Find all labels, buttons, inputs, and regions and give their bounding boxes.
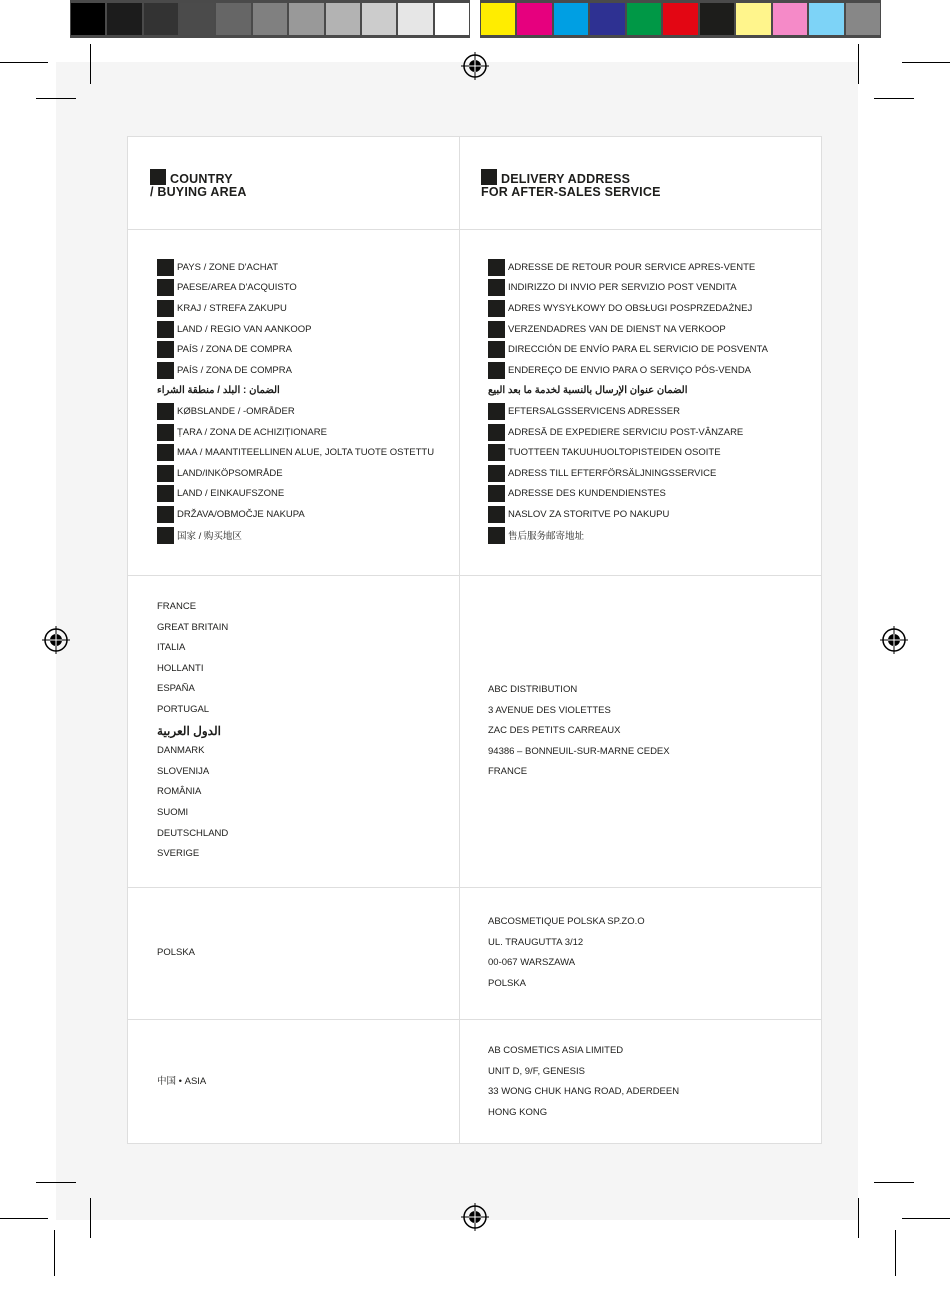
translation-row (157, 278, 434, 299)
delivery-translation-list (488, 257, 768, 545)
row-divider (128, 229, 821, 230)
country-name: الدول العربية (157, 723, 221, 738)
gray-swatch (253, 3, 287, 35)
address-line: 00-067 WARSZAWA (488, 957, 576, 969)
registration-mark-icon (880, 626, 908, 654)
row-divider (128, 887, 821, 888)
poland-country-cell (157, 943, 195, 964)
translation-row (488, 360, 768, 381)
translation-row (488, 401, 768, 422)
gray-swatch (144, 3, 178, 35)
translation-row (488, 278, 768, 299)
translation-label: ADRESSE DES KUNDENDIENSTES (508, 488, 666, 500)
crop-mark (36, 98, 76, 99)
translation-row (157, 484, 434, 505)
registration-mark-icon (461, 52, 489, 80)
crop-mark (858, 44, 859, 84)
translation-label: MAA / MAANTITEELLINEN ALUE, JOLTA TUOTE OSTETTU (177, 447, 435, 459)
europe-country-list (157, 597, 228, 865)
black-square-icon (488, 485, 505, 502)
translation-label: LAND / REGIO VAN AANKOOP (177, 323, 312, 335)
translation-row (157, 525, 434, 546)
crop-mark (895, 1230, 896, 1276)
country-name: SUOMI (157, 806, 189, 818)
address-line: AB COSMETICS ASIA LIMITED (488, 1045, 624, 1056)
black-square-icon (157, 362, 174, 379)
translation-label: KØBSLANDE / -OMRÅDER (177, 405, 295, 417)
black-square-icon (488, 300, 505, 317)
address-line: 3 AVENUE DES VIOLETTES (488, 704, 611, 716)
color-swatch (809, 3, 843, 35)
color-swatch (517, 3, 551, 35)
color-swatch (736, 3, 770, 35)
black-square-icon (157, 444, 174, 461)
address-line: HONG KONG (488, 1106, 548, 1118)
crop-mark (858, 1198, 859, 1238)
registration-mark-icon (42, 626, 70, 654)
france-service-address (488, 680, 670, 783)
translation-row (157, 257, 434, 278)
gray-swatch (435, 3, 469, 35)
black-square-icon (157, 424, 174, 441)
translation-label: ADRESSE DE RETOUR POUR SERVICE APRES-VENTE (508, 261, 756, 273)
translation-label: DIRECCIÓN DE ENVÍO PARA EL SERVICIO DE POSVENTA (508, 344, 768, 356)
crop-mark (0, 62, 48, 63)
black-square-icon (157, 465, 174, 482)
translation-label: LAND / EINKAUFSZONE (177, 488, 285, 500)
translation-row (157, 381, 434, 402)
translation-label: ADRESĂ DE EXPEDIERE SERVICIU POST-VÂNZARE (508, 426, 744, 438)
address-line: POLSKA (488, 977, 527, 989)
translation-row (488, 463, 768, 484)
address-line: UL. TRAUGUTTA 3/12 (488, 936, 584, 948)
address-line: ABC DISTRIBUTION (488, 684, 578, 695)
country-header-line2: / BUYING AREA (150, 185, 247, 199)
country-name: FRANCE (157, 601, 197, 612)
black-square-icon (488, 506, 505, 523)
translation-label: TUOTTEEN TAKUUHUOLTOPISTEIDEN OSOITE (508, 447, 721, 459)
translation-label: INDIRIZZO DI INVIO PER SERVIZIO POST VENDITA (508, 282, 737, 294)
black-square-icon (488, 465, 505, 482)
translation-label: PAESE/AREA D'ACQUISTO (177, 282, 297, 294)
translation-label: 国家 / 购买地区 (177, 531, 242, 543)
translation-row (157, 422, 434, 443)
translation-row (488, 442, 768, 463)
gray-swatch (362, 3, 396, 35)
translation-label: NASLOV ZA STORITVE PO NAKUPU (508, 508, 670, 520)
translation-label: PAÍS / ZONA DE COMPRA (177, 364, 292, 376)
row-divider (128, 1019, 821, 1020)
after-sales-address-table (127, 136, 822, 1144)
translation-row (488, 525, 768, 546)
translation-row (157, 463, 434, 484)
translation-label: PAYS / ZONE D'ACHAT (177, 261, 279, 273)
black-square-icon (488, 321, 505, 338)
translation-label: KRAJ / STREFA ZAKUPU (177, 302, 287, 314)
black-square-icon (157, 259, 174, 276)
asia-country: 中国 • ASIA (157, 1076, 207, 1087)
gray-swatch (216, 3, 250, 35)
header-square-icon (481, 169, 497, 185)
translation-row (157, 442, 434, 463)
translation-row (488, 422, 768, 443)
address-line: ABCOSMETIQUE POLSKA SP.ZO.O (488, 916, 645, 927)
gray-swatch (326, 3, 360, 35)
registration-mark-icon (461, 1203, 489, 1231)
country-translation-list (157, 257, 434, 545)
address-line: UNIT D, 9/F, GENESIS (488, 1065, 585, 1077)
translation-label: VERZENDADRES VAN DE DIENST NA VERKOOP (508, 323, 726, 335)
black-square-icon (488, 341, 505, 358)
black-square-icon (488, 279, 505, 296)
country-name: HOLLANTI (157, 662, 204, 674)
translation-row (157, 339, 434, 360)
black-square-icon (488, 527, 505, 544)
country-name: ROMÂNIA (157, 786, 202, 798)
translation-label: EFTERSALGSSERVICENS ADRESSER (508, 405, 680, 417)
black-square-icon (157, 485, 174, 502)
crop-mark (902, 62, 950, 63)
delivery-header (481, 169, 661, 199)
translation-label: الضمان عنوان الإرسال بالنسبة لخدمة ما بعد البيع (488, 385, 688, 397)
color-calibration-bar (480, 0, 881, 38)
color-swatch (590, 3, 624, 35)
translation-row (488, 298, 768, 319)
translation-row (488, 484, 768, 505)
translation-row (488, 257, 768, 278)
address-line: 94386 – BONNEUIL-SUR-MARNE CEDEX (488, 745, 670, 757)
black-square-icon (157, 403, 174, 420)
translation-label: LAND/INKÖPSOMRÅDE (177, 467, 283, 479)
black-square-icon (157, 300, 174, 317)
country-name: SVERIGE (157, 848, 200, 860)
country-header (150, 169, 247, 199)
translation-label: PAÍS / ZONA DE COMPRA (177, 344, 292, 356)
crop-mark (874, 98, 914, 99)
translation-label: ȚARA / ZONA DE ACHIZIȚIONARE (177, 426, 327, 438)
color-swatch (700, 3, 734, 35)
country-name: DANMARK (157, 745, 205, 757)
translation-label: DRŽAVA/OBMOČJE NAKUPA (177, 508, 305, 520)
color-swatch (773, 3, 807, 35)
row-divider (128, 575, 821, 576)
crop-mark (90, 44, 91, 84)
delivery-header-line2: FOR AFTER-SALES SERVICE (481, 185, 661, 199)
poland-service-address (488, 912, 645, 994)
gray-swatch (289, 3, 323, 35)
color-swatch (846, 3, 880, 35)
poland-country: POLSKA (157, 947, 196, 958)
asia-country-cell (157, 1072, 206, 1093)
asia-service-address (488, 1041, 679, 1123)
translation-row (488, 339, 768, 360)
black-square-icon (488, 424, 505, 441)
delivery-header-line1: DELIVERY ADDRESS (501, 172, 631, 186)
black-square-icon (157, 341, 174, 358)
country-header-line1: COUNTRY (170, 172, 233, 186)
address-line: FRANCE (488, 766, 528, 778)
country-name: PORTUGAL (157, 703, 210, 715)
gray-swatch (71, 3, 105, 35)
gray-swatch (180, 3, 214, 35)
translation-label: ADRESS TILL EFTERFÖRSÄLJNINGSSERVICE (508, 467, 717, 479)
gray-swatch (107, 3, 141, 35)
translation-label: ENDEREÇO DE ENVIO PARA O SERVIÇO PÓS-VENDA (508, 364, 752, 376)
crop-mark (0, 1218, 48, 1219)
translation-row (157, 298, 434, 319)
crop-mark (90, 1198, 91, 1238)
country-name: SLOVENIJA (157, 765, 210, 777)
country-name: DEUTSCHLAND (157, 827, 229, 839)
black-square-icon (488, 362, 505, 379)
crop-mark (54, 1230, 55, 1276)
crop-mark (36, 1182, 76, 1183)
black-square-icon (157, 279, 174, 296)
translation-label: الضمان : البلد / منطقة الشراء (157, 385, 280, 397)
translation-row (488, 319, 768, 340)
black-square-icon (157, 321, 174, 338)
header-square-icon (150, 169, 166, 185)
black-square-icon (488, 444, 505, 461)
translation-row (157, 401, 434, 422)
color-swatch (554, 3, 588, 35)
address-line: 33 WONG CHUK HANG ROAD, ADERDEEN (488, 1086, 680, 1098)
translation-label: ADRES WYSYŁKOWY DO OBSŁUGI POSPRZEDAŻNEJ (508, 302, 753, 314)
color-swatch (481, 3, 515, 35)
translation-label: 售后服务邮寄地址 (508, 531, 585, 543)
black-square-icon (488, 403, 505, 420)
country-name: ITALIA (157, 642, 186, 654)
translation-row (488, 504, 768, 525)
black-square-icon (157, 527, 174, 544)
black-square-icon (488, 259, 505, 276)
translation-row (488, 381, 768, 402)
country-name: GREAT BRITAIN (157, 621, 229, 633)
black-square-icon (157, 506, 174, 523)
crop-mark (902, 1218, 950, 1219)
country-name: ESPAÑA (157, 683, 195, 695)
column-divider (459, 137, 460, 1143)
address-line: ZAC DES PETITS CARREAUX (488, 725, 621, 737)
grayscale-calibration-bar (70, 0, 470, 38)
color-swatch (663, 3, 697, 35)
translation-row (157, 360, 434, 381)
translation-row (157, 504, 434, 525)
translation-row (157, 319, 434, 340)
gray-swatch (398, 3, 432, 35)
crop-mark (874, 1182, 914, 1183)
color-swatch (627, 3, 661, 35)
